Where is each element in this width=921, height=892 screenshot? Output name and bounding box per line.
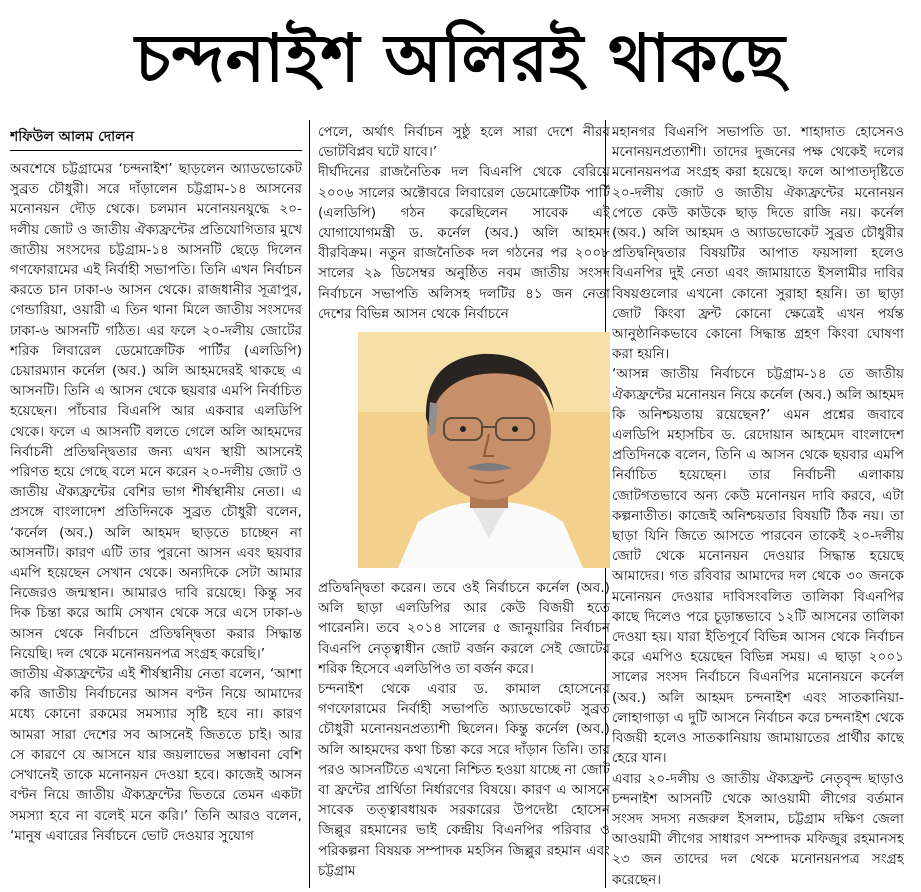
- article-column-3: [612, 122, 904, 888]
- paragraph: চন্দনাইশ থেকে এবার ড. কামাল হোসেনের গণফোরামের নির্বাহী সভাপতি অ্যাডভোকেট সুব্রত চৌধুরী মনোনয়নপ্রত্যাশী ছিলেন। কিন্তু কর্নেল (অব.) অলি আহমদের কথা চিন্তা করে সরে দাঁড়ান তিনি। তার পরও আসনটিতে এখনো নিশ্চিত হওয়া যাচ্ছে না জোট বা ফ্রন্টের প্রার্থিতা নির্ধারণের বিষয়ে। কারণ এ আসনে সাবেক তত্ত্বাবধায়ক সরকারের উপদেষ্টা হোসেন জিল্লুর রহমানের ভাই কেন্দ্রীয় বিএনপির পরিবার ও পরিকল্পনা বিষয়ক সম্পাদক মহসিন জিল্লুর রহমান এবং চট্টগ্রাম: [318, 681, 610, 879]
- paragraph: পেলে, অর্থাৎ নির্বাচন সুষ্ঠু হলে সারা দেশে নীরব ভোটবিপ্লব ঘটে যাবে।’: [318, 124, 610, 161]
- byline: শফিউল আলম দোলন: [10, 126, 302, 151]
- portrait-photo-icon: [358, 332, 610, 568]
- paragraph: ‘আসন্ন জাতীয় নির্বাচনে চট্টগ্রাম-১৪ তে জাতীয় ঐক্যফ্রন্টের মনোনয়ন নিয়ে কর্নেল (অব.) অলি আহমদ কি অনিশ্চয়তায় রয়েছেন?’ এমন প্রশ্নের জবাবে এলডিপি মহাসচিব ড. রেদোয়ান আহমেদ বাংলাদেশ প্রতিদিনকে বলেন, তিনি এ আসন থেকে ছয়বার এমপি নির্বাচিত হয়েছেন। তার নির্বাচনী এলাকায় জোটগতভাবে অন্য কেউ মনোনয়ন দাবি করবে, এটা কল্পনাতীত। কাজেই অনিশ্চয়তার বিষয়টি ঠিক নয়। তা ছাড়া যিনি জিতে আসতে পারবেন তাকেই ২০-দলীয় জোট থেকে মনোনয়ন দেওয়ার সিদ্ধান্ত হয়েছে আমাদের। গত রবিবার আমাদের দল থেকে ৩০ জনকে মনোনয়ন দেওয়ার দাবিসংবলিত তালিকা বিএনপির কাছে দিলেও পরে চূড়ান্তভাবে ১২টি আসনের তালিকা দেওয়া হয়। যারা ইতিপূর্বে বিভিন্ন আসন থেকে নির্বাচন করে এমপিও হয়েছেন বিভিন্ন সময়। এ ছাড়া ২০০১ সালের সংসদ নির্বাচনে বিএনপির মনোনয়নে কর্নেল (অব.) অলি আহমদ চন্দনাইশ এবং সাতকানিয়া-লোহাগাড়া এ দুটি আসনে নির্বাচন করে চন্দনাইশ থেকে বিজয়ী হলেও সাতকানিয়ায় জামায়াতের প্রার্থীর কাছে হেরে যান।: [612, 366, 904, 767]
- paragraph: জাতীয় ঐক্যফ্রন্টের এই শীর্ষস্থানীয় নেতা বলেন, ‘আশা করি জাতীয় নির্বাচনের আসন বণ্টন নিয়ে আমাদের মধ্যে কোনো রকমের সমস্যার সৃষ্টি হবে না। কারণ আমরা সারা দেশের সব আসনেই জিততে চাই। আর সে কারণে যে আসনে যার জয়লাভের সম্ভাবনা বেশি সেখানেই তাকে মনোনয়ন দেওয়া হবে। কাজেই আসন বণ্টন নিয়ে জাতীয় ঐক্যফ্রন্টের ভিতরে তেমন একটা সমস্যা হবে না বলেই মনে করি।’ তিনি আরও বলেন, ‘মানুষ এবারের নির্বাচনে ভোট দেওয়ার সুযোগ: [10, 666, 302, 844]
- article-column-1: [10, 126, 302, 892]
- paragraph: অবশেষে চট্টগ্রামের ‘চন্দনাইশ’ ছাড়লেন অ্যাডভোকেট সুব্রত চৌধুরী। সরে দাঁড়ালেন চট্টগ্রাম-১৪ আসনের মনোনয়ন দৌড় থেকে। চলমান মনোনয়নযুদ্ধে ২০-দলীয় জোট ও জাতীয় ঐক্যফ্রন্টের প্রতিযোগিতার মুখে জাতীয় সংসদের চট্টগ্রাম-১৪ আসনটি ছেড়ে দিলেন গণফোরামের এই নির্বাহী সভাপতি। তিনি এখন নির্বাচন করতে চান ঢাকা-৬ আসন থেকে। রাজধানীর সূত্রাপুর, গেন্ডারিয়া, ওয়ারী এ তিন থানা মিলে জাতীয় সংসদের ঢাকা-৬ আসনটি গঠিত। এর ফলে ২০-দলীয় জোটের শরিক লিবারেল ডেমোক্রেটিক পার্টির (এলডিপি) চেয়ারম্যান কর্নেল (অব.) অলি আহমদেরই থাকছে এ আসনটি। তিনি এ আসন থেকে ছয়বার এমপি নির্বাচিত হয়েছেন। পাঁচবার বিএনপি আর একবার এলডিপি থেকে। ফলে এ আসনটি বলতে গেলে অলি আহমদের নির্বাচনী প্রতিদ্বন্দ্বিতার জন্য এখন স্থায়ী আসনেই পরিণত হয়ে গেছে বলে মনে করেন ২০-দলীয় জোট ও জাতীয় ঐক্যফ্রন্টের বেশির ভাগ শীর্ষস্থানীয় নেতা। এ প্রসঙ্গে বাংলাদেশ প্রতিদিনকে সুব্রত চৌধুরী বলেন, ‘কর্নেল (অব.) অলি আহমদ ছাড়তে চাচ্ছেন না আসনটি। কারণ এটি তার পুরনো আসন এবং ছয়বার এমপি হয়েছেন সেখান থেকে। অন্যদিকে সেটা আমার নিজেরও জন্মস্থান। আমারও দাবি রয়েছে। কিন্তু সব দিক চিন্তা করে আমি সেখান থেকে সরে এসে ঢাকা-৬ আসন থেকে নির্বাচনে প্রতিদ্বন্দ্বিতা করার সিদ্ধান্ত নিয়েছি। দল থেকে মনোনয়নপত্র সংগ্রহ করেছি।’: [10, 161, 302, 662]
- paragraph: মহানগর বিএনপি সভাপতি ডা. শাহাদাত হোসেনও মনোনয়নপ্রত্যাশী। তাদের দুজনের পক্ষ থেকেই দলের মনোনয়নপত্র সংগ্রহ করা হয়েছে। ফলে আপাতদৃষ্টিতে ২০-দলীয় জোট ও জাতীয় ঐক্যফ্রন্টের মনোনয়ন পেতে কেউ কাউকে ছাড় দিতে রাজি নয়। কর্নেল (অব.) অলি আহমদ ও অ্যাডভোকেট সুব্রত চৌধুরীর প্রতিদ্বন্দ্বিতার বিষয়টির আপাত ফয়সালা হলেও বিএনপির দুই নেতা এবং জামায়াতে ইসলামীর দাবির বিষয়গুলোর এখনো কোনো সুরাহা হয়নি। তা ছাড়া জোট কিংবা ফ্রন্ট কোনো ক্ষেত্রেই এখন পর্যন্ত আনুষ্ঠানিকভাবে কোনো সিদ্ধান্ত গ্রহণ কিংবা ঘোষণা করা হয়নি।: [612, 124, 904, 363]
- paragraph: প্রতিদ্বন্দ্বিতা করেন। তবে ওই নির্বাচনে কর্নেল (অব.) অলি ছাড়া এলডিপির আর কেউ বিজয়ী হতে পারেননি। তবে ২০১৪ সালের ৫ জানুয়ারির নির্বাচন বিএনপি নেতৃত্বাধীন জোট বর্জন করলে সেই জোটের শরিক হিসেবে এলডিপিও তা বর্জন করে।: [318, 580, 610, 677]
- paragraph: এবার ২০-দলীয় ও জাতীয় ঐক্যফ্রন্ট নেতৃবৃন্দ ছাড়াও চন্দনাইশ আসনটি থেকে আওয়ামী লীগের বর্তমান সংসদ সদস্য নজরুল ইসলাম, চট্টগ্রাম দক্ষিণ জেলা আওয়ামী লীগের সাধারণ সম্পাদক মফিজুর রহমানসহ ২৩ জন তাদের দল থেকে মনোনয়নপত্র সংগ্রহ করেছেন।: [612, 770, 904, 888]
- paragraph: দীর্ঘদিনের রাজনৈতিক দল বিএনপি থেকে বেরিয়ে ২০০৬ সালের অক্টোবরে লিবারেল ডেমোক্রেটিক পার্টি (এলডিপি) গঠন করেছিলেন সাবেক এই যোগাযোগমন্ত্রী ড. কর্নেল (অব.) অলি আহমদ বীরবিক্রম। নতুন রাজনৈতিক দল গঠনের পর ২০০৮ সালের ২৯ ডিসেম্বর অনুষ্ঠিত নবম জাতীয় সংসদ নির্বাচনে সভাপতি অলিসহ দলটির ৪১ জন নেতা দেশের বিভিন্ন আসন থেকে নির্বাচনে: [318, 164, 610, 322]
- column-divider: [309, 120, 310, 888]
- headline: চন্দনাইশ অলিরই থাকছে: [135, 19, 786, 97]
- article-column-2: [318, 122, 610, 888]
- portrait-photo: [358, 332, 610, 568]
